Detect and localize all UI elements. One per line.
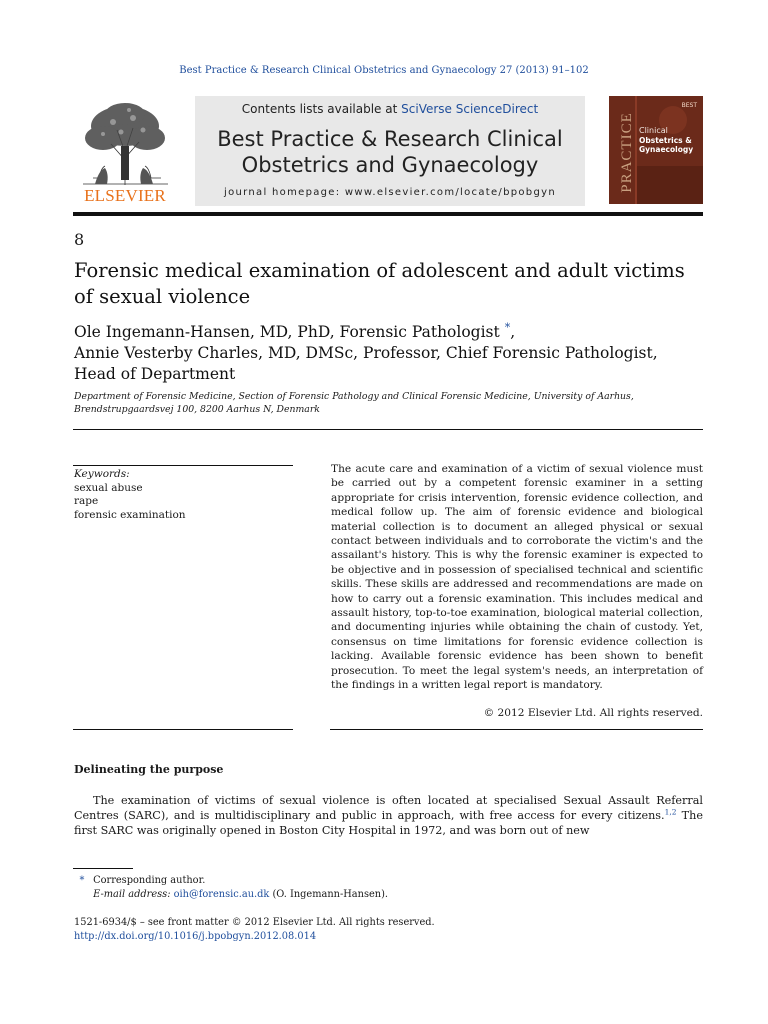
cover-clinical-label: Clinical xyxy=(639,126,668,135)
paragraph-text-1: The examination of victims of sexual violence is often located at specialised Sexual Assault Referral Centres (SARC), and is multidisciplinary and public in approach, with free access for every citizens. xyxy=(74,794,703,822)
sciencedirect-link[interactable]: SciVerse ScienceDirect xyxy=(401,102,539,116)
abstract-rule-bottom xyxy=(330,729,703,730)
author-line-1: Ole Ingemann-Hansen, MD, PhD, Forensic Pathologist xyxy=(74,323,500,341)
paragraph-text-2: The first SARC was originally opened in Boston City Hospital in 1972, and was born out of new xyxy=(74,809,703,837)
footnote-mark: * xyxy=(79,875,85,886)
cover-practice-label: PRACTICE xyxy=(618,112,635,193)
citation-refs[interactable]: 1,2 xyxy=(664,807,677,817)
elsevier-tree-icon xyxy=(73,100,178,186)
keywords-rule-top xyxy=(73,465,293,466)
corresponding-author-note: Corresponding author. xyxy=(93,875,206,886)
elsevier-wordmark: ELSEVIER xyxy=(84,186,166,205)
email-label: E-mail address: xyxy=(93,889,171,900)
footnote-rule xyxy=(73,868,133,869)
journal-cover-image[interactable] xyxy=(609,96,703,204)
journal-reference-link[interactable]: Best Practice & Research Clinical Obstetrics and Gynaecology 27 (2013) 91–102 xyxy=(179,65,589,76)
section-heading: Delineating the purpose xyxy=(74,763,224,776)
elsevier-logo[interactable] xyxy=(73,100,178,208)
section-divider xyxy=(73,429,703,430)
keyword-item: forensic examination xyxy=(74,508,186,521)
journal-header xyxy=(73,96,703,208)
keywords-heading: Keywords: xyxy=(74,468,130,480)
header-divider xyxy=(73,212,703,216)
journal-name-line2: Obstetrics and Gynaecology xyxy=(241,153,539,177)
keyword-item: rape xyxy=(74,495,99,507)
corresponding-author-mark[interactable]: * xyxy=(504,320,511,334)
keywords-block xyxy=(74,468,294,522)
body-paragraph xyxy=(74,793,703,838)
article-title: Forensic medical examination of adolescent and adult victims of sexual violence xyxy=(74,259,685,308)
keywords-rule-bottom xyxy=(73,729,293,730)
contents-line xyxy=(195,102,585,116)
abstract-copyright: © 2012 Elsevier Ltd. All rights reserved. xyxy=(483,707,703,719)
journal-name xyxy=(195,126,585,178)
doi-link[interactable]: http://dx.doi.org/10.1016/j.bpobgyn.2012.08.014 xyxy=(74,931,317,942)
email-suffix: (O. Ingemann-Hansen). xyxy=(269,889,389,900)
keyword-item: sexual abuse xyxy=(74,481,143,494)
abstract-text: The acute care and examination of a victim of sexual violence must be carried out by a competent forensic examiner in a setting appropriate for crisis intervention, forensic evidence collection, and medical follow up. The aim of forensic evidence and biological material collection is to document an alleged physical or sexual contact between individuals and to corroborate the victim's and the assailant's history. This is why the forensic examiner is expected to be objective and in possession of specialised technical and scientific skills. These skills are addressed and recommendations are made on how to carry out a forensic examination. This includes medical and assault history, top-to-toe examination, biological material collection, and documenting injuries while obtaining the chain of custody. Yet, consensus on time limitations for forensic evidence collection is lacking. Available forensic evidence has been shown to benefit prosecution. To meet the legal system's needs, an interpretation of the findings in a written legal report is mandatory. xyxy=(331,463,703,692)
email-link[interactable]: oih@forensic.au.dk xyxy=(173,889,270,900)
issn-line: 1521-6934/$ – see front matter © 2012 Elsevier Ltd. All rights reserved. xyxy=(74,917,435,928)
journal-name-line1: Best Practice & Research Clinical xyxy=(217,127,563,151)
author-list xyxy=(74,322,704,385)
affiliation: Department of Forensic Medicine, Section of Forensic Pathology and Clinical Forensic Medicine, University of Aarhus, Brendstrupgaardsvej 100, 8200 Aarhus N, Denmark xyxy=(74,391,634,415)
cover-title: Obstetrics & Gynaecology xyxy=(639,136,694,154)
journal-homepage-link[interactable]: journal homepage: www.elsevier.com/locate/bpobgyn xyxy=(224,187,556,198)
footnotes xyxy=(74,874,704,902)
author-line-3: Head of Department xyxy=(74,365,236,383)
chapter-number: 8 xyxy=(74,230,85,249)
author-line-2: Annie Vesterby Charles, MD, DMSc, Professor, Chief Forensic Pathologist, xyxy=(74,344,658,362)
cover-best-label: BEST xyxy=(681,102,697,109)
journal-title-box xyxy=(195,96,585,206)
contents-prefix: Contents lists available at xyxy=(241,102,402,116)
author-line-1-end: , xyxy=(510,323,516,341)
